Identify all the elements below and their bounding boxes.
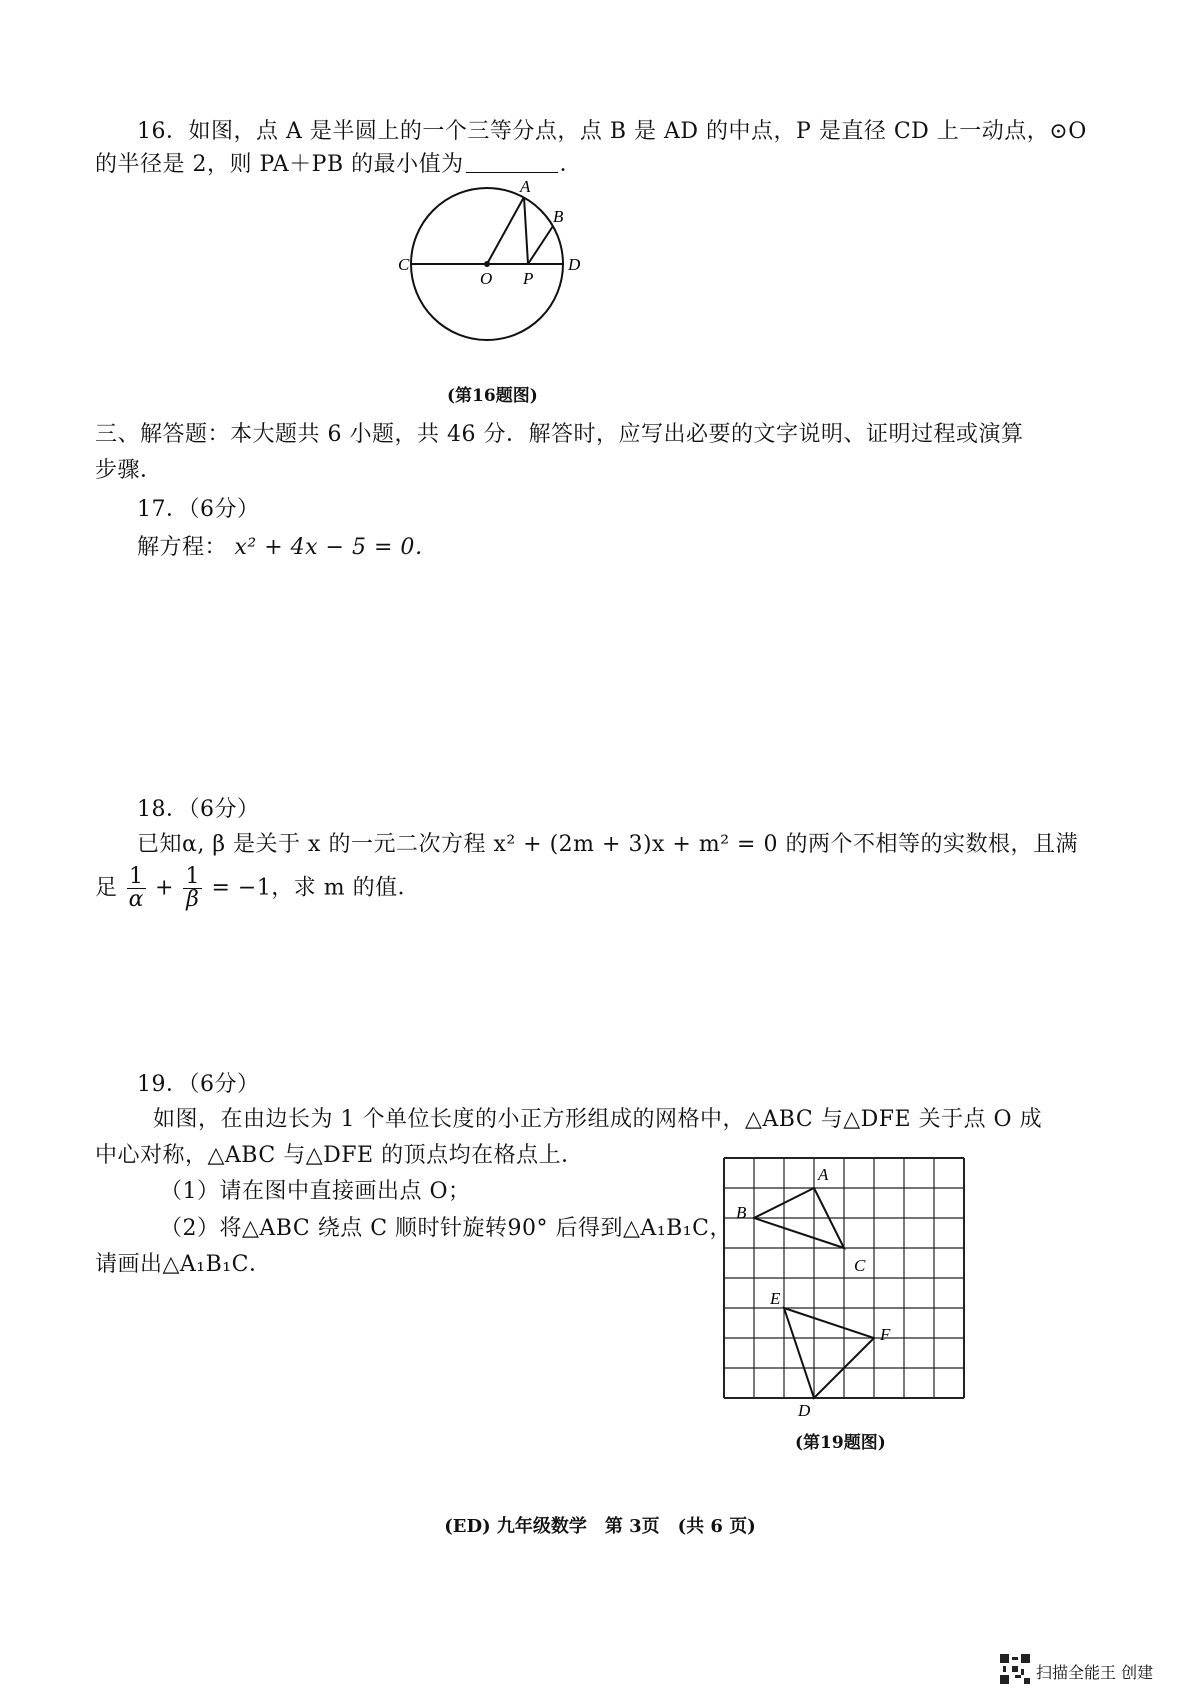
q18-header: 18．（6分） xyxy=(137,797,260,822)
label-d: D xyxy=(568,255,581,274)
scanner-watermark: 扫描全能王 创建 xyxy=(1036,1663,1154,1682)
answer-blank xyxy=(466,152,558,173)
label-e: E xyxy=(770,1289,781,1308)
q19-grid-figure xyxy=(720,1154,980,1416)
plus-sign: + xyxy=(155,875,174,901)
label-b: B xyxy=(553,207,564,226)
q18-line2-post: = −1，求 m 的值． xyxy=(211,875,421,901)
q19-figure-caption: (第19题图) xyxy=(795,1433,886,1453)
q19-line2: 中心对称，△ABC 与△DFE 的顶点均在格点上． xyxy=(95,1143,584,1168)
q18-line2 xyxy=(95,866,420,911)
q16-line2-post: ． xyxy=(559,152,583,177)
section3-line1: 三、解答题：本大题共 6 小题，共 46 分．解答时，应写出必要的文字说明、证明过程或演算 xyxy=(95,422,1024,447)
grid-lines xyxy=(724,1158,964,1398)
page-footer: (ED) 九年级数学 第 3页 (共 6 页) xyxy=(444,1516,756,1537)
fraction-denominator: α xyxy=(128,887,144,912)
q19-line1: 如图，在由边长为 1 个单位长度的小正方形组成的网格中，△ABC 与△DFE 关于点 O 成 xyxy=(153,1107,1043,1132)
fraction-numerator: 1 xyxy=(129,864,144,889)
q19-part2: （2）将△ABC 绕点 C 顺时针旋转90° 后得到△A₁B₁C， xyxy=(160,1216,732,1241)
q17-prompt: 解方程： xyxy=(137,535,228,560)
qr-code-icon xyxy=(1000,1654,1030,1684)
q17-header: 17．（6分） xyxy=(137,497,260,522)
label-f: F xyxy=(880,1325,891,1344)
center-dot xyxy=(484,261,490,267)
label-p: P xyxy=(523,269,534,288)
segment-ap xyxy=(524,197,528,264)
q17-equation: x² + 4x − 5 = 0． xyxy=(234,535,438,560)
q16-line2 xyxy=(95,150,582,180)
q17-body xyxy=(137,533,437,563)
q19-part1: （1）请在图中直接画出点 O； xyxy=(160,1179,471,1204)
segment-oa xyxy=(487,197,524,264)
q19-part3: 请画出△A₁B₁C． xyxy=(95,1252,272,1277)
segment-pb xyxy=(528,226,553,264)
q16-figure-caption: (第16题图) xyxy=(447,386,538,406)
label-d: D xyxy=(798,1401,811,1416)
triangle-dfe xyxy=(784,1308,874,1398)
label-a: A xyxy=(818,1165,829,1184)
label-c: C xyxy=(398,255,410,274)
fraction-numerator: 1 xyxy=(185,864,200,889)
label-a: A xyxy=(520,180,531,196)
fraction-denominator: β xyxy=(186,887,200,912)
q19-header: 19．（6分） xyxy=(137,1072,260,1097)
label-c: C xyxy=(854,1256,866,1275)
fraction-1-over-alpha xyxy=(127,866,146,911)
label-b: B xyxy=(736,1203,747,1222)
q16-figure xyxy=(390,180,600,350)
q16-line2-pre: 的半径是 2，则 PA＋PB 的最小值为 xyxy=(95,152,464,177)
fraction-1-over-beta xyxy=(183,866,202,911)
section3-line2: 步骤． xyxy=(95,458,163,483)
q16-line1: 16．如图，点 A 是半圆上的一个三等分点，点 B 是 AD 的中点，P 是直径 CD 上一动点，⊙O xyxy=(137,119,1087,144)
label-o: O xyxy=(480,269,493,288)
q18-line1: 已知α, β 是关于 x 的一元二次方程 x² + (2m + 3)x + m² = 0 的两个不相等的实数根，且满 xyxy=(137,832,1078,857)
q18-line2-pre: 足 xyxy=(95,875,118,901)
